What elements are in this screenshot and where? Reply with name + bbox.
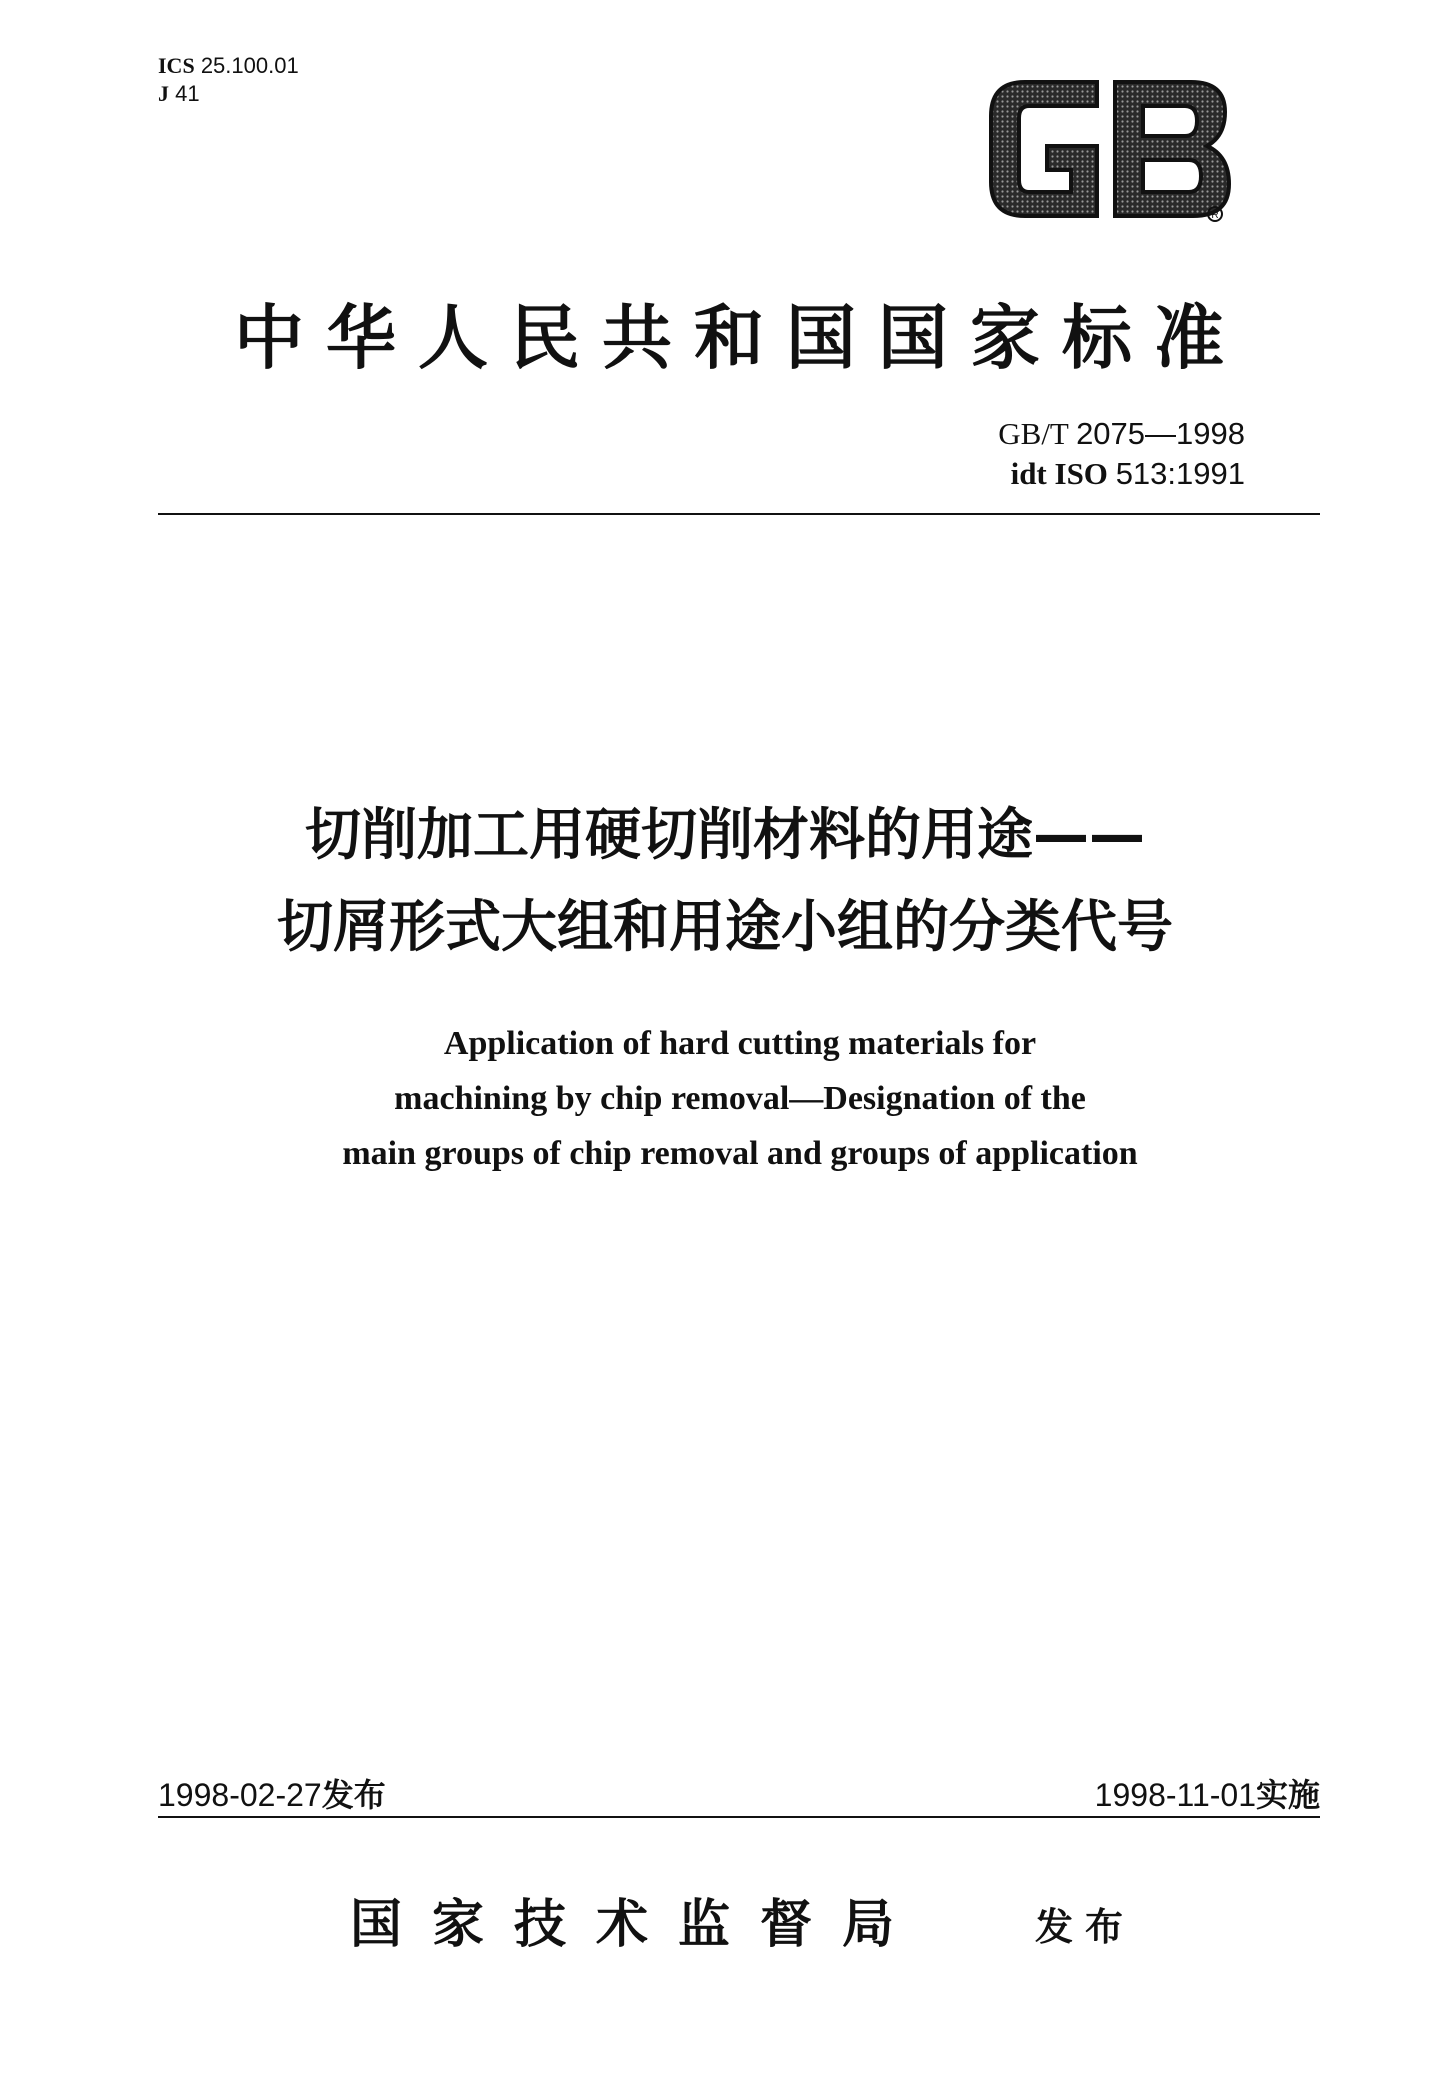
implementation-date <box>1095 1770 1320 1816</box>
issue-date-label: 发布 <box>321 1776 386 1814</box>
ccs-label: J <box>158 81 169 106</box>
issue-date-value: 1998-02-27 <box>158 1777 322 1813</box>
ics-value: 25.100.01 <box>200 53 299 78</box>
standard-number <box>860 414 1245 454</box>
english-title-line-3: main groups of chip removal and groups of application <box>342 1135 1138 1172</box>
standard-number-block <box>860 414 1245 494</box>
iso-equivalence <box>860 454 1245 494</box>
publish-label: 发布 <box>1035 1904 1136 1949</box>
standard-number-value: 2075—1998 <box>1076 416 1245 451</box>
national-standard-title: 中华人民共和国国家标准 <box>234 296 1246 379</box>
svg-text:R: R <box>1211 210 1219 221</box>
ics-code <box>158 52 299 80</box>
chinese-title-line-2: 切屑形式大组和用途小组的分类代号 <box>277 895 1173 960</box>
iso-equivalence-value: 513:1991 <box>1115 456 1245 491</box>
iso-equivalence-prefix: idt ISO <box>1010 456 1108 491</box>
english-title-line-2: machining by chip removal—Designation of the <box>394 1080 1086 1117</box>
english-title <box>150 1016 1330 1181</box>
top-divider <box>158 513 1320 515</box>
bottom-divider <box>158 1816 1320 1818</box>
standard-number-prefix: GB/T <box>998 416 1069 451</box>
classification-codes <box>158 52 299 108</box>
chinese-title <box>100 790 1350 974</box>
chinese-title-line-1: 切削加工用硬切削材料的用途—— <box>305 803 1145 868</box>
issue-date <box>158 1770 386 1816</box>
ics-label: ICS <box>158 53 195 78</box>
ccs-code <box>158 80 299 108</box>
english-title-line-1: Application of hard cutting materials for <box>443 1025 1037 1062</box>
implementation-date-label: 实施 <box>1255 1776 1320 1814</box>
implementation-date-value: 1998-11-01 <box>1094 1777 1256 1813</box>
publisher-name: 国家技术监督局 <box>350 1894 925 1955</box>
gb-logo <box>985 74 1235 224</box>
ccs-value: 41 <box>175 81 200 106</box>
